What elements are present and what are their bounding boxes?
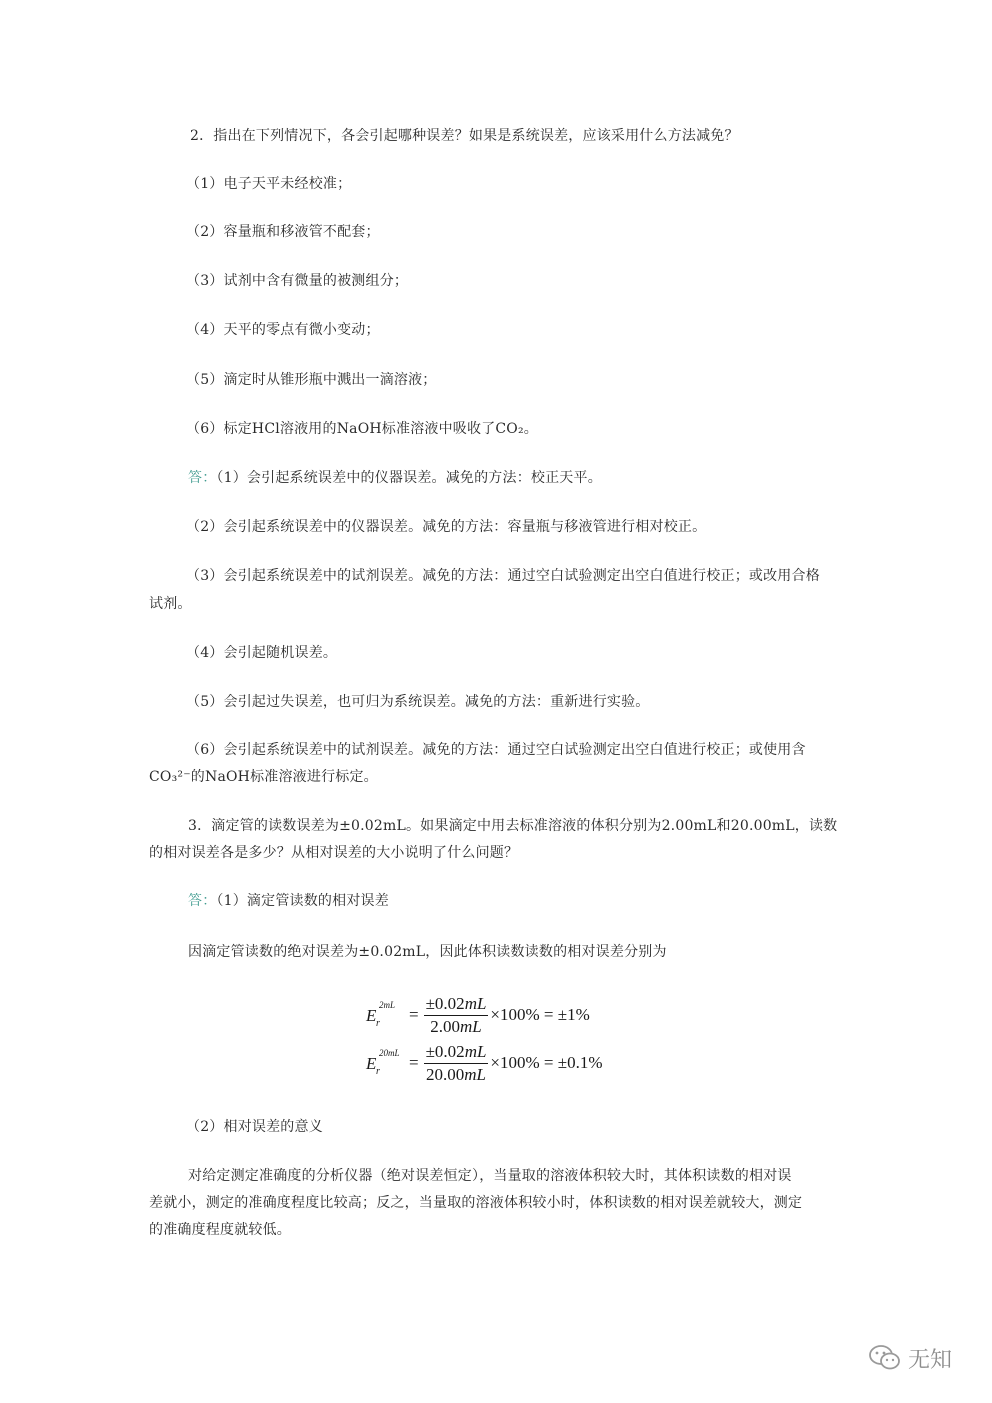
question-2-item-6: （6）标定HCl溶液用的NaOH标准溶液中吸收了CO₂。 bbox=[186, 421, 538, 437]
relative-error-formula bbox=[366, 993, 626, 1088]
formula-result: ×100% = ±1% bbox=[490, 1005, 590, 1024]
answer-2-5: （5）会引起过失误差，也可归为系统误差。减免的方法：重新进行实验。 bbox=[186, 694, 650, 710]
question-2-title: 2．指出在下列情况下，各会引起哪种误差？如果是系统误差，应该采用什么方法减免？ bbox=[190, 128, 739, 144]
question-2-item-4: （4）天平的零点有微小变动； bbox=[186, 322, 380, 338]
meaning-line-2: 差就小，测定的准确度程度比较高；反之，当量取的溶液体积较小时，体积读数的相对误差就较大，测定 bbox=[149, 1195, 803, 1211]
answer-label: 答： bbox=[188, 470, 217, 486]
answer-2-2: （2）会引起系统误差中的仪器误差。减免的方法：容量瓶与移液管进行相对校正。 bbox=[186, 519, 707, 535]
question-2-item-2: （2）容量瓶和移液管不配套； bbox=[186, 224, 380, 240]
question-2-item-1: （1）电子天平未经校准； bbox=[186, 176, 352, 192]
meaning-line-3: 的准确度程度就较低。 bbox=[149, 1222, 291, 1238]
meaning-line-1: 对给定测定准确度的分析仪器（绝对误差恒定），当量取的溶液体积较大时，其体积读数的相对误 bbox=[188, 1168, 792, 1184]
answer-2-3-line-2: 试剂。 bbox=[149, 596, 192, 612]
formula-fraction: $\frac{\pm 0.02mL}{2.00mL}$ bbox=[425, 993, 487, 1036]
answer-2-line-1 bbox=[188, 465, 602, 491]
answer-3-explanation: 因滴定管读数的绝对误差为±0.02mL，因此体积读数读数的相对误差分别为 bbox=[188, 944, 667, 960]
question-2-item-3: （3）试剂中含有微量的被测组分； bbox=[186, 273, 409, 289]
formula-row-2ml: E 2mL r = $\frac{\pm 0.02mL}{2.00mL}$ ×100% = ±1% bbox=[366, 993, 590, 1036]
answer-label: 答： bbox=[188, 893, 217, 909]
watermark-text: 无知 bbox=[908, 1347, 953, 1373]
answer-2-1: （1）会引起系统误差中的仪器误差。减免的方法：校正天平。 bbox=[216, 470, 602, 486]
answer-2-4: （4）会引起随机误差。 bbox=[186, 645, 338, 661]
question-3-title-line-2: 的相对误差各是多少？从相对误差的大小说明了什么问题？ bbox=[149, 845, 519, 861]
question-2-item-5: （5）滴定时从锥形瓶中溅出一滴溶液； bbox=[186, 372, 437, 388]
formula-result: ×100% = ±0.1% bbox=[490, 1053, 603, 1072]
meaning-heading: （2）相对误差的意义 bbox=[186, 1119, 323, 1135]
answer-2-3-line-1: （3）会引起系统误差中的试剂误差。减免的方法：通过空白试验测定出空白值进行校正；或改用合格 bbox=[186, 568, 820, 584]
formula-symbol: E 20mL r bbox=[366, 1048, 400, 1077]
answer-3-heading bbox=[188, 888, 389, 914]
question-3-title-line-1: 3．滴定管的读数误差为±0.02mL。如果滴定中用去标准溶液的体积分别为2.00mL和20.00mL，读数 bbox=[188, 818, 838, 834]
answer-2-6-line-2: CO₃²⁻的NaOH标准溶液进行标定。 bbox=[149, 769, 378, 785]
formula-symbol: E 2mL r bbox=[366, 1000, 396, 1029]
watermark bbox=[868, 1340, 952, 1376]
answer-3-head-text: （1）滴定管读数的相对误差 bbox=[216, 893, 389, 909]
formula-row-20ml: E 20mL r = $\frac{\pm 0.02mL}{20.00mL}$ ×100% = ±0.1% bbox=[366, 1041, 603, 1084]
wechat-icon bbox=[868, 1343, 902, 1373]
formula-fraction: $\frac{\pm 0.02mL}{20.00mL}$ bbox=[425, 1041, 487, 1084]
answer-2-6-line-1: （6）会引起系统误差中的试剂误差。减免的方法：通过空白试验测定出空白值进行校正；或使用含 bbox=[186, 742, 806, 758]
